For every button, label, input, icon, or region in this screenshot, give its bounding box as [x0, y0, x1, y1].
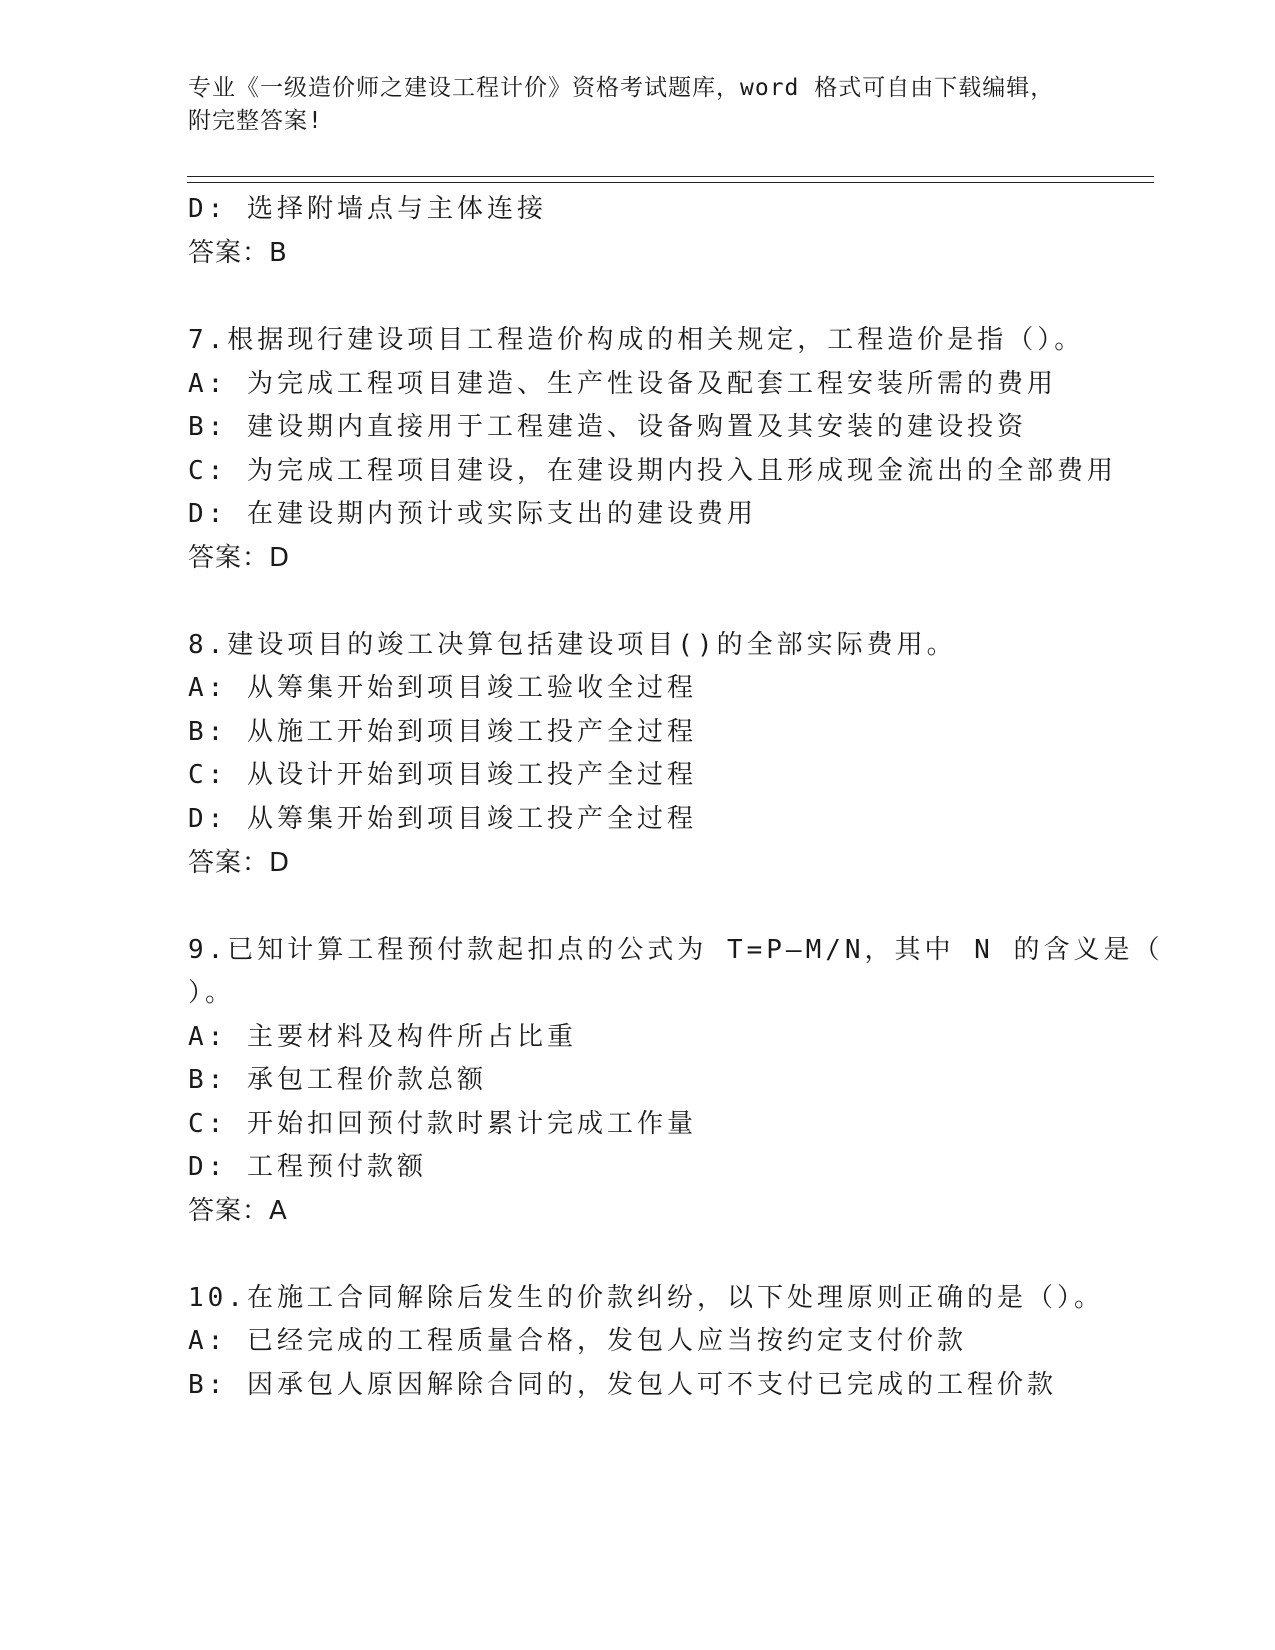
header-divider-bottom [187, 182, 1154, 183]
q6-answer: 答案：B [188, 238, 288, 268]
document-header [188, 72, 1068, 138]
q9-option-b: B: 承包工程价款总额 [188, 1065, 487, 1095]
q7-question: 7.根据现行建设项目工程造价构成的相关规定，工程造价是指（）。 [188, 325, 1085, 355]
q9-option-a: A: 主要材料及构件所占比重 [188, 1022, 577, 1052]
q10-option-b: B: 因承包人原因解除合同的，发包人可不支付已完成的工程价款 [188, 1370, 1057, 1400]
q10-question: 10.在施工合同解除后发生的价款纠纷，以下处理原则正确的是（）。 [188, 1283, 1104, 1313]
q8-option-b: B: 从施工开始到项目竣工投产全过程 [188, 717, 697, 747]
q7-option-d: D: 在建设期内预计或实际支出的建设费用 [188, 499, 757, 529]
q7-option-b: B: 建设期内直接用于工程建造、设备购置及其安装的建设投资 [188, 412, 1027, 442]
q10-option-a: A: 已经完成的工程质量合格，发包人应当按约定支付价款 [188, 1326, 967, 1356]
q9-question-line-1: 9.已知计算工程预付款起扣点的公式为 T=P—M/N，其中 N 的含义是（ [188, 935, 1164, 965]
q7-option-a: A: 为完成工程项目建造、生产性设备及配套工程安装所需的费用 [188, 369, 1057, 399]
q9-question-line-2: ）。 [188, 978, 236, 1008]
q8-question: 8.建设项目的竣工决算包括建设项目()的全部实际费用。 [188, 630, 957, 660]
q8-option-a: A: 从筹集开始到项目竣工验收全过程 [188, 673, 697, 703]
q9-answer: 答案：A [188, 1196, 288, 1226]
q9-option-d: D: 工程预付款额 [188, 1152, 427, 1182]
q8-answer: 答案：D [188, 848, 291, 878]
q7-option-c: C: 为完成工程项目建设，在建设期内投入且形成现金流出的全部费用 [188, 456, 1117, 486]
header-divider-top [187, 176, 1154, 177]
q7-answer: 答案：D [188, 543, 291, 573]
header-line-2: 附完整答案! [188, 108, 323, 134]
q8-option-c: C: 从设计开始到项目竣工投产全过程 [188, 760, 697, 790]
q9-option-c: C: 开始扣回预付款时累计完成工作量 [188, 1109, 697, 1139]
q8-option-d: D: 从筹集开始到项目竣工投产全过程 [188, 804, 697, 834]
q6-option-d: D: 选择附墙点与主体连接 [188, 194, 547, 224]
header-line-1: 专业《一级造价师之建设工程计价》资格考试题库，word 格式可自由下载编辑， [188, 75, 1055, 101]
